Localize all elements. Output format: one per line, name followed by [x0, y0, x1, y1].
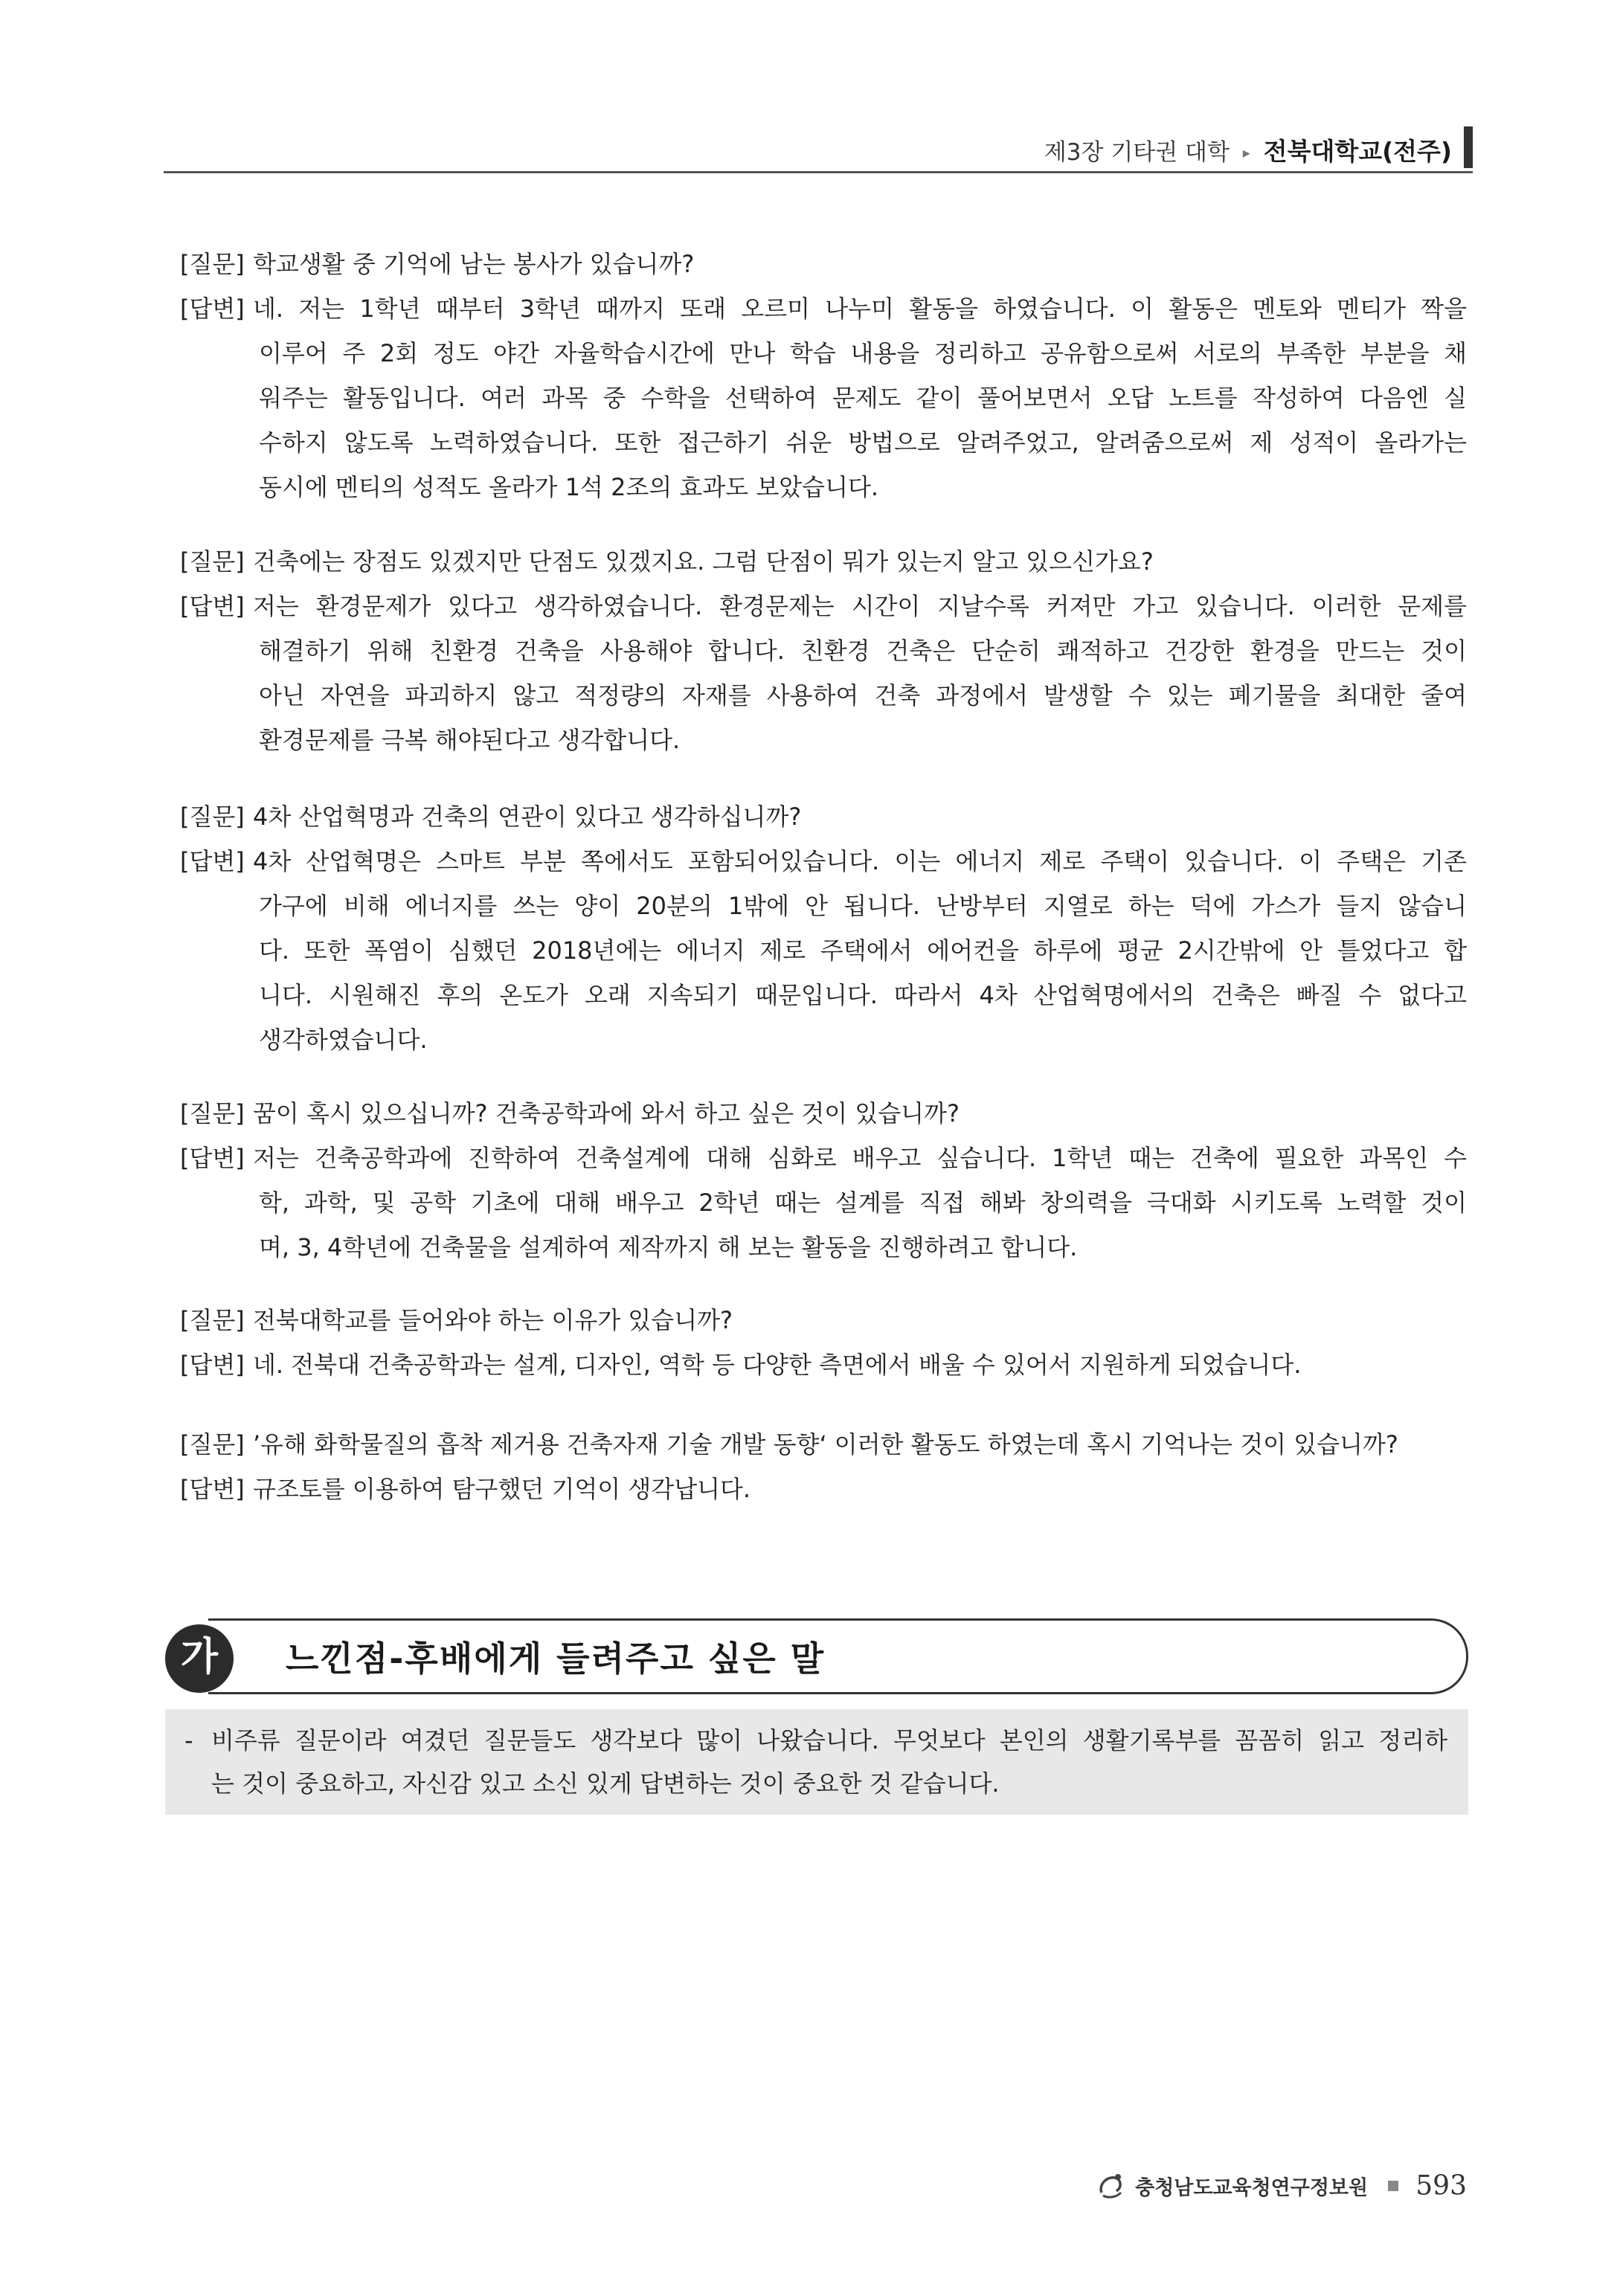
answer-text: 니다. 시원해진 후의 온도가 오래 지속되기 때문입니다. 따라서 4차 산업혁명에서의 건축은 빠질 수 없다고	[259, 981, 1467, 1009]
header-chapter: 제3장 기타권 대학	[1044, 139, 1230, 166]
question-tag: [질문]	[180, 250, 245, 278]
answer-line	[180, 1467, 1467, 1511]
answer-line	[180, 1225, 1467, 1270]
answer-text: 저는 건축공학과에 진학하여 건축설계에 대해 심화로 배우고 싶습니다. 1학년 때는 건축에 필요한 과목인 수	[253, 1144, 1467, 1172]
question-tag: [질문]	[180, 1430, 245, 1459]
answer-text: 환경문제를 극복 해야된다고 생각합니다.	[259, 726, 681, 754]
answer-text: 네. 전북대 건축공학과는 설계, 디자인, 역학 등 다양한 측면에서 배울 수 있어서 지원하게 되었습니다.	[253, 1351, 1302, 1379]
answer-line	[180, 973, 1467, 1017]
question-tag: [질문]	[180, 547, 245, 576]
qa-block-2	[180, 539, 1467, 762]
answer-tag: [답변]	[180, 295, 245, 323]
page-number: 593	[1415, 2170, 1467, 2202]
answer-line	[180, 1342, 1467, 1387]
question-text: 전북대학교를 들어와야 하는 이유가 있습니까?	[253, 1306, 733, 1334]
answer-tag: [답변]	[180, 592, 245, 620]
reflection-text: 는 것이 중요하고, 자신감 있고 소신 있게 답변하는 것이 중요한 것 같습니다.	[211, 1769, 1000, 1798]
answer-text: 가구에 비해 에너지를 쓰는 양이 20분의 1밖에 안 됩니다. 난방부터 지열로 하는 덕에 가스가 들지 않습니	[259, 892, 1467, 920]
page-footer	[1096, 2170, 1467, 2210]
answer-tag: [답변]	[180, 1351, 245, 1379]
answer-line	[180, 928, 1467, 973]
reflection-box	[165, 1709, 1468, 1815]
question-tag: [질문]	[180, 1306, 245, 1334]
section-header	[165, 1618, 1468, 1694]
header-text	[1044, 132, 1452, 167]
question-line	[180, 1298, 1467, 1342]
answer-line	[180, 331, 1467, 376]
question-line	[180, 1422, 1467, 1467]
question-text: 4차 산업혁명과 건축의 연관이 있다고 생각하십니까?	[253, 803, 802, 831]
footer-separator	[1388, 2181, 1398, 2191]
answer-line	[180, 673, 1467, 718]
answer-line	[180, 376, 1467, 420]
answer-text: 해결하기 위해 친환경 건축을 사용해야 합니다. 친환경 건축은 단순히 쾌적하고 건강한 환경을 만드는 것이	[259, 637, 1468, 665]
question-line	[180, 242, 1467, 286]
qa-block-1	[180, 242, 1467, 509]
question-text: 학교생활 중 기억에 남는 봉사가 있습니까?	[253, 250, 695, 278]
answer-text: 워주는 활동입니다. 여러 과목 중 수학을 선택하여 문제도 같이 풀어보면서 오답 노트를 작성하여 다음엔 실	[259, 384, 1467, 412]
answer-line	[180, 465, 1467, 509]
running-header	[164, 125, 1473, 177]
answer-text: 수하지 않도록 노력하였습니다. 또한 접근하기 쉬운 방법으로 알려주었고, 알려줌으로써 제 성적이 올라가는	[259, 428, 1467, 457]
header-arrow-icon: ▸	[1242, 144, 1250, 161]
section-ga-icon: 가	[165, 1624, 234, 1693]
answer-line	[180, 286, 1467, 331]
section-title: 느낀점-후배에게 들려주고 싶은 말	[286, 1639, 826, 1679]
answer-line	[180, 718, 1467, 762]
qa-block-4	[180, 1091, 1467, 1270]
answer-line	[180, 584, 1467, 628]
question-text: ’유해 화학물질의 흡착 제거용 건축자재 기술 개발 동향‘ 이러한 활동도 하였는데 혹시 기억나는 것이 있습니까?	[253, 1430, 1398, 1459]
qa-block-6	[180, 1422, 1467, 1511]
header-school: 전북대학교(전주)	[1263, 137, 1452, 166]
answer-text: 며, 3, 4학년에 건축물을 설계하여 제작까지 해 보는 활동을 진행하려고 합니다.	[259, 1233, 1078, 1261]
header-rule	[164, 171, 1473, 173]
answer-line	[180, 1180, 1467, 1225]
answer-tag: [답변]	[180, 847, 245, 875]
answer-line	[180, 884, 1467, 928]
question-text: 건축에는 장점도 있겠지만 단점도 있겠지요. 그럼 단점이 뭐가 있는지 알고 있으신가요?	[253, 547, 1154, 576]
header-bar	[1464, 126, 1473, 168]
answer-line	[180, 839, 1467, 884]
dash-bullet: -	[184, 1726, 193, 1755]
answer-text: 아닌 자연을 파괴하지 않고 적정량의 자재를 사용하여 건축 과정에서 발생할 수 있는 폐기물을 최대한 줄여	[259, 681, 1467, 710]
answer-text: 생각하였습니다.	[259, 1026, 428, 1054]
qa-block-3	[180, 794, 1467, 1062]
answer-text: 다. 또한 폭염이 심했던 2018년에는 에너지 제로 주택에서 에어컨을 하루에 평균 2시간밖에 안 틀었다고 합	[259, 936, 1467, 965]
answer-text: 학, 과학, 및 공학 기초에 대해 배우고 2학년 때는 설계를 직접 해봐 창의력을 극대화 시키도록 노력할 것이	[259, 1189, 1467, 1217]
question-line	[180, 1091, 1467, 1136]
answer-line	[180, 1136, 1467, 1180]
qa-block-5	[180, 1298, 1467, 1387]
answer-text: 4차 산업혁명은 스마트 부분 쪽에서도 포함되어있습니다. 이는 에너지 제로 주택이 있습니다. 이 주택은 기존	[253, 847, 1467, 875]
answer-text: 네. 저는 1학년 때부터 3학년 때까지 또래 오르미 나누미 활동을 하였습니다. 이 활동은 멘토와 멘티가 짝을	[253, 295, 1467, 323]
question-tag: [질문]	[180, 803, 245, 831]
answer-line	[180, 1017, 1467, 1062]
answer-line	[180, 628, 1467, 673]
question-line	[180, 539, 1467, 584]
question-text: 꿈이 혹시 있으십니까? 건축공학과에 와서 하고 싶은 것이 있습니까?	[253, 1099, 960, 1128]
answer-text: 규조토를 이용하여 탐구했던 기억이 생각납니다.	[253, 1475, 751, 1503]
answer-tag: [답변]	[180, 1475, 245, 1503]
answer-text: 이루어 주 2회 정도 야간 자율학습시간에 만나 학습 내용을 정리하고 공유함으로써 서로의 부족한 부분을 채	[259, 339, 1468, 367]
footer-org: 충청남도교육청연구정보원	[1135, 2176, 1369, 2200]
org-logo-icon	[1096, 2170, 1127, 2202]
answer-text: 동시에 멘티의 성적도 올라가 1석 2조의 효과도 보았습니다.	[259, 473, 879, 501]
question-line	[180, 794, 1467, 839]
question-tag: [질문]	[180, 1099, 245, 1128]
reflection-text: 비주류 질문이라 여겼던 질문들도 생각보다 많이 나왔습니다. 무엇보다 본인의 생활기록부를 꼼꼼히 읽고 정리하	[211, 1726, 1447, 1755]
answer-line	[180, 420, 1467, 465]
answer-text: 저는 환경문제가 있다고 생각하였습니다. 환경문제는 시간이 지날수록 커져만 가고 있습니다. 이러한 문제를	[253, 592, 1467, 620]
answer-tag: [답변]	[180, 1144, 245, 1172]
